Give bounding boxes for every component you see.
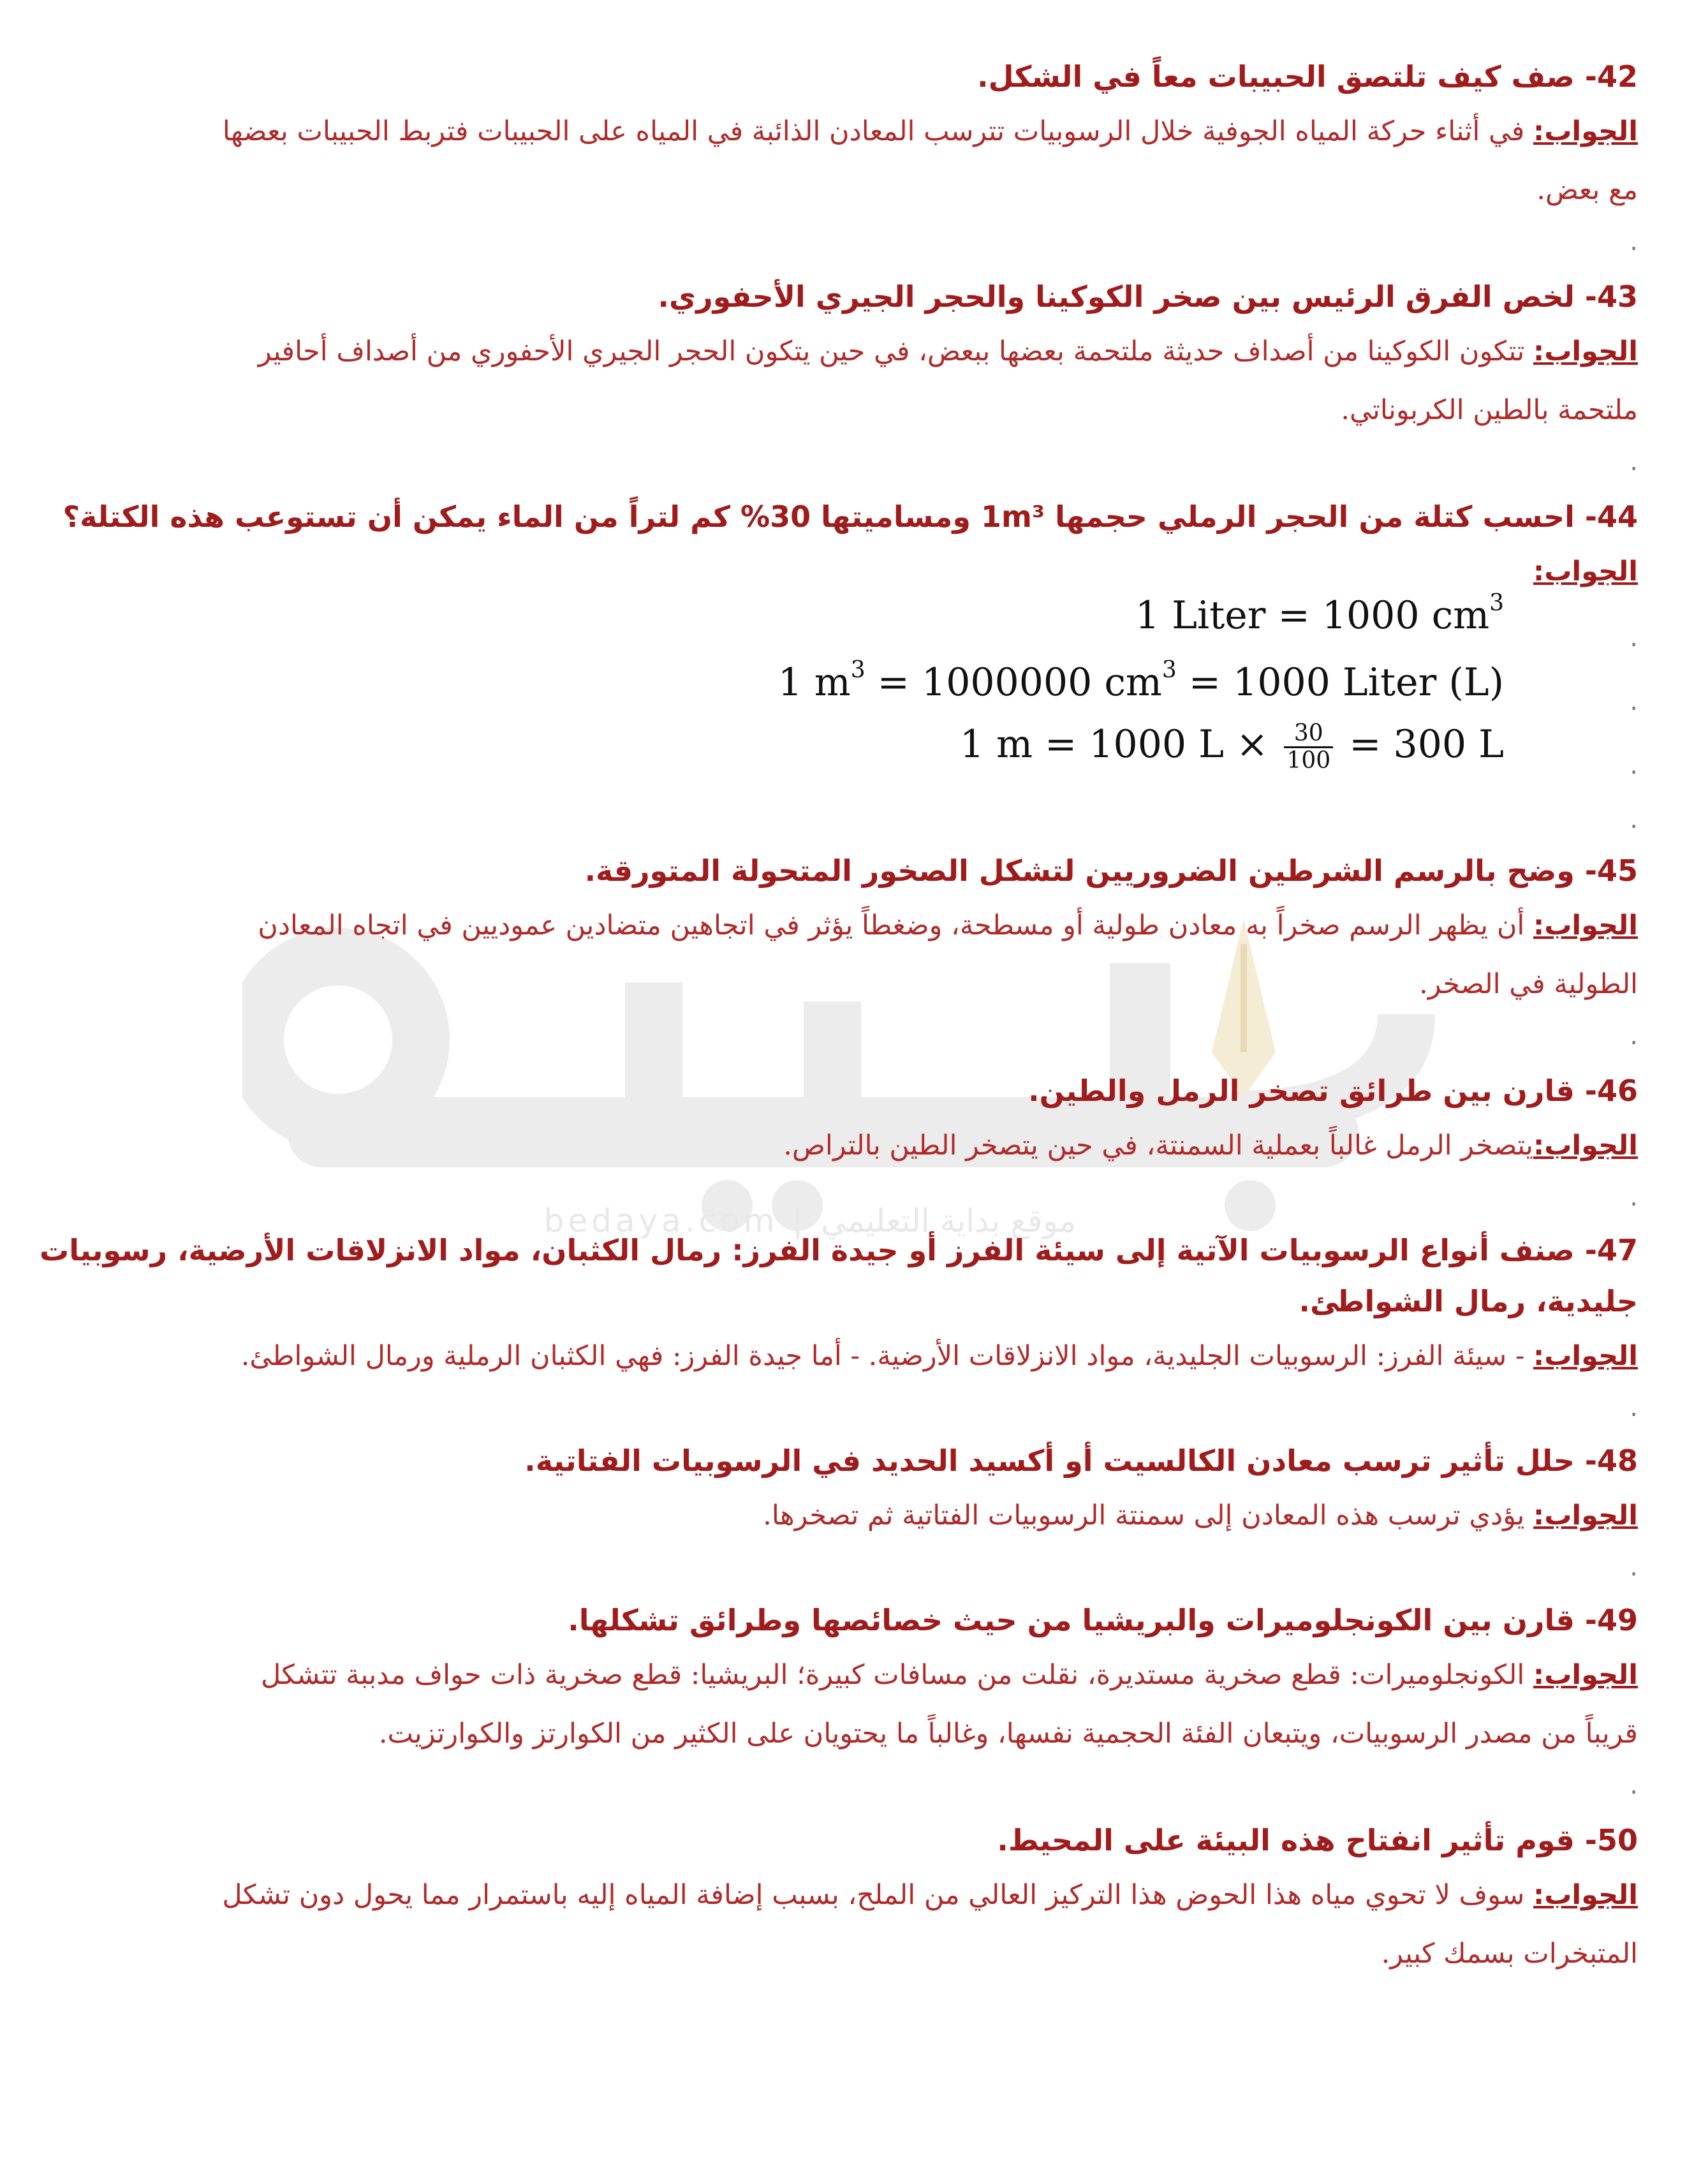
separator-dot: .: [1630, 1183, 1638, 1212]
answer-line: الطولية في الصخر.: [1419, 968, 1638, 1000]
question-46: [64, 1065, 1638, 1220]
separator-dot: .: [1630, 1553, 1638, 1582]
separator-dot: .: [1630, 1393, 1638, 1422]
answer-line: [64, 1486, 1638, 1545]
answer-label: الجواب:: [1533, 1130, 1638, 1162]
fraction: $\frac{30}{100}$: [1284, 721, 1333, 774]
question-50: [64, 1815, 1638, 1983]
answer-label: الجواب:: [1533, 1500, 1638, 1531]
answer-line: [64, 1116, 1638, 1175]
answer-line: [64, 1866, 1638, 1924]
question-text: 42- صف كيف تلتصق الحبيبات معاً في الشكل.: [977, 59, 1638, 94]
answer-text: يتصخر الرمل غالباً بعملية السمنتة، في حين يتصخر الطين بالتراص.: [783, 1130, 1534, 1162]
answer-text: سوف لا تحوي مياه هذا الحوض هذا التركيز العالي من الملح، بسبب إضافة المياه إليه باستمرار مما يحول دون تشكل: [222, 1879, 1534, 1911]
answer-label: الجواب:: [1533, 1879, 1638, 1911]
question-45: [64, 845, 1638, 1058]
question-text: 47- صنف أنواع الرسوبيات الآتية إلى سيئة الفرز أو جيدة الفرز: رمال الكثبان، مواد الانزلاقات الأرضية، رسوبيات: [39, 1233, 1638, 1267]
question-text: 49- قارن بين الكونجلوميرات والبريشيا من حيث خصائصها وطرائق تشكلها.: [568, 1603, 1638, 1637]
separator-dot: .: [1630, 227, 1638, 256]
answer-label: الجواب:: [1533, 1659, 1638, 1691]
question-text: 48- حلل تأثير ترسب معادن الكالسيت أو أكسيد الحديد في الرسوبيات الفتاتية.: [524, 1443, 1638, 1478]
answer-line: [64, 896, 1638, 955]
watermark-subtitle: bedaya.com | موقع بداية التعليمي: [543, 1202, 1077, 1239]
answer-text: تتكون الكوكينا من أصداف حديثة ملتحمة بعضها ببعض، في حين يتكون الحجر الجيري الأحفوري من أصداف أحافير: [258, 336, 1534, 367]
separator-dot: .: [1630, 687, 1638, 716]
answer-line: [64, 1327, 1638, 1385]
answer-text: - سيئة الفرز: الرسوبيات الجليدية، مواد الانزلاقات الأرضية. - أما جيدة الفرز: فهي الكثبان الرملية ورمال الشواطئ.: [240, 1340, 1534, 1372]
answer-line: قريباً من مصدر الرسوبيات، ويتبعان الفئة الحجمية نفسها، وغالباً ما يحتويان على الكثير من الكوارتز والكوارتزيت.: [378, 1718, 1638, 1750]
question-text: 43- لخص الفرق الرئيس بين صخر الكوكينا والحجر الجيري الأحفوري.: [658, 279, 1638, 314]
equation-porosity: 1 m = 1000 L × $\frac{30}{100}$ = 300 L: [959, 720, 1504, 774]
answer-label: الجواب:: [1533, 336, 1638, 367]
answer-line: [64, 102, 1638, 161]
question-text: جليدية، رمال الشواطئ.: [1299, 1284, 1638, 1318]
question-43: [64, 271, 1638, 484]
answer-label: الجواب:: [1533, 910, 1638, 941]
answer-line: [64, 322, 1638, 381]
answer-text: يؤدي ترسب هذه المعادن إلى سمنتة الرسوبيات الفتاتية ثم تصخرها.: [763, 1500, 1534, 1531]
equation-liter: 1 Liter = 1000 $cm^3$: [1135, 590, 1504, 638]
question-text: 44- احسب كتلة من الحجر الرملي حجمها 1m³ ومساميتها 30% كم لتراً من الماء يمكن أن تستوعب هذه الكتلة؟: [63, 499, 1638, 534]
separator-dot: .: [1630, 623, 1638, 653]
answer-line: المتبخرات بسمك كبير.: [1381, 1938, 1638, 1970]
separator-dot: .: [1630, 1771, 1638, 1800]
question-47: [39, 1225, 1638, 1430]
answer-label: الجواب:: [1533, 115, 1638, 147]
separator-dot: .: [1630, 805, 1638, 834]
separator-dot: .: [1630, 447, 1638, 476]
answer-text: الكونجلوميرات: قطع صخرية مستديرة، نقلت من مسافات كبيرة؛ البريشيا: قطع صخرية ذات حواف مدببة تتشكل: [260, 1659, 1534, 1691]
question-49: [64, 1595, 1638, 1808]
answer-line: مع بعض.: [1536, 174, 1638, 206]
question-42: [64, 51, 1638, 264]
answer-label: الجواب:: [1533, 556, 1638, 587]
question-text: 46- قارن بين طرائق تصخر الرمل والطين.: [1028, 1074, 1638, 1108]
question-text: 50- قوم تأثير انفتاح هذه البيئة على المحيط.: [997, 1823, 1638, 1857]
question-text: 45- وضح بالرسم الشرطين الضروريين لتشكل الصخور المتحولة المتورقة.: [584, 853, 1638, 888]
separator-dot: .: [1630, 1021, 1638, 1051]
answer-text: في أثناء حركة المياه الجوفية خلال الرسوبيات تترسب المعادن الذائبة في المياه على الحبيبات فتربط الحبيبات بعضها: [222, 115, 1534, 147]
question-44: [64, 491, 1638, 601]
equation-cubic-meter: 1 $m^3 = 1000000$ $cm^3 = 1000$ Liter (L): [777, 657, 1504, 705]
answer-line: [64, 1646, 1638, 1704]
answer-line: ملتحمة بالطين الكربوناتي.: [1341, 394, 1638, 426]
answer-label: الجواب:: [1533, 1340, 1638, 1372]
question-48: [64, 1435, 1638, 1590]
answer-text: أن يظهر الرسم صخراً به معادن طولية أو مسطحة، وضغطاً يؤثر في اتجاهين متضادين عموديين في اتجاه المعادن: [258, 910, 1534, 941]
separator-dot: .: [1630, 751, 1638, 780]
